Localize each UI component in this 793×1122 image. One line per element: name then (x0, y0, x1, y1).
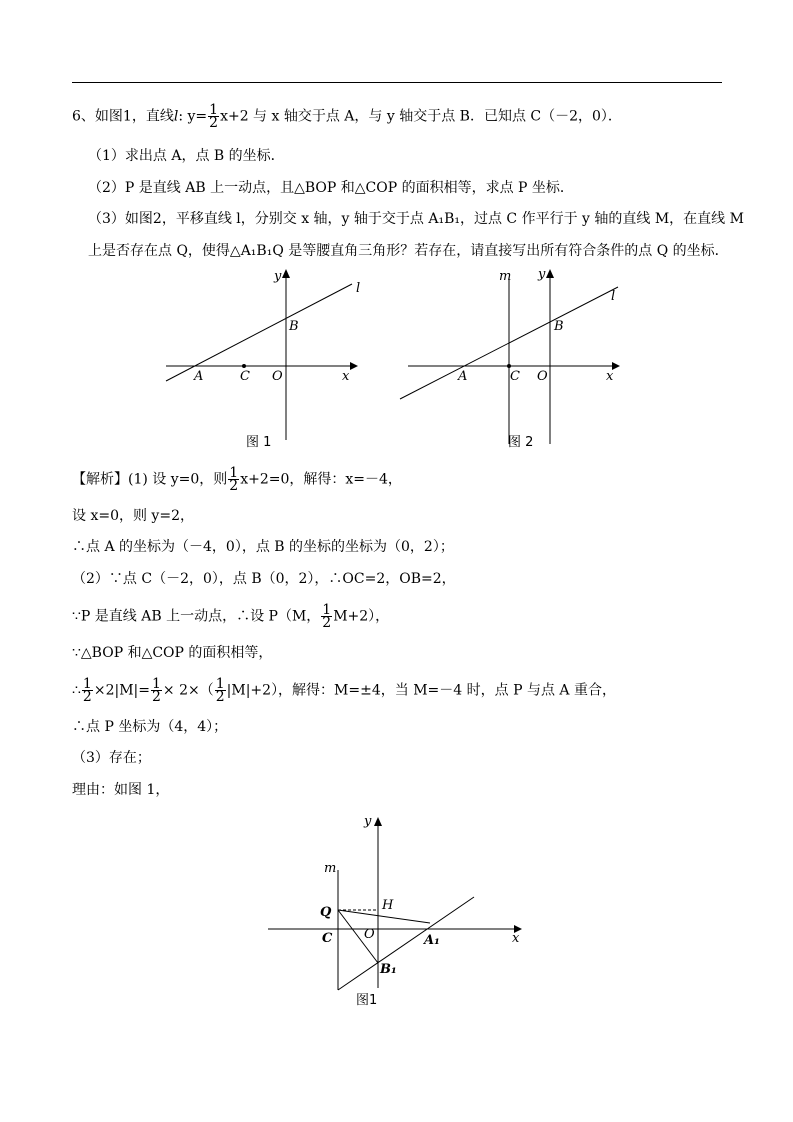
solution-7-part-d: |M|+2），解得：M=±4，当 M=－4 时，点 P 与点 A 重合， (226, 682, 616, 699)
label-y: y (364, 814, 372, 829)
label-o: O (364, 927, 375, 942)
label-m: m (499, 269, 512, 284)
solution-7-part-a: ∴ (72, 682, 81, 699)
figure-1-caption: 图 1 (246, 435, 272, 450)
solution-line-8: ∴点 P 坐标为（4，4）； (72, 719, 228, 735)
question-3-line-2: 上是否存在点 Q，使得△A₁B₁Q 是等腰直角三角形？若存在，请直接写出所有符合条件的点 Q 的坐标． (88, 243, 729, 259)
fraction-denominator: 2 (82, 689, 92, 705)
label-c: C (510, 369, 520, 384)
point-c-dot (507, 364, 511, 368)
problem-statement (72, 104, 622, 129)
y-axis-arrow (546, 269, 554, 278)
solution-1-part-b: x+2=0，解得：x=－4， (240, 471, 402, 488)
question-1: （1）求出点 A，点 B 的坐标． (88, 148, 285, 164)
solution-line-2: 设 x=0，则 y=2， (72, 508, 194, 524)
fraction-denominator: 2 (229, 478, 239, 494)
label-l: l (611, 289, 616, 304)
statement-part-b: : y= (178, 108, 208, 125)
solution-line-3: ∴点 A 的坐标为（－4，0），点 B 的坐标的坐标为（0，2）； (72, 539, 454, 555)
figure-2 (396, 264, 622, 454)
solution-7-part-c: × 2×（ (162, 682, 214, 699)
label-o: O (537, 369, 548, 384)
fraction-numerator: 1 (151, 676, 161, 692)
solution-line-10: 理由：如图 1， (72, 782, 170, 798)
label-x: x (512, 931, 520, 946)
label-a: A (194, 369, 204, 384)
solution-line-9: （3）存在； (72, 750, 151, 766)
solution-1-part-a: 【解析】(1) 设 y=0，则 (72, 471, 228, 488)
solution-5-part-a: ∵P 是直线 AB 上一动点，∴设 P（M， (72, 608, 321, 625)
label-o: O (272, 369, 283, 384)
label-q: Q (320, 905, 332, 920)
fraction (228, 467, 239, 492)
label-m: m (324, 861, 337, 876)
label-b: B (289, 319, 299, 334)
label-b: B (554, 319, 564, 334)
fraction-numerator: 1 (229, 465, 239, 481)
question-2: （2）P 是直线 AB 上一动点，且△BOP 和△COP 的面积相等，求点 P 坐标． (88, 180, 574, 196)
label-c: C (240, 369, 250, 384)
fraction-denominator: 2 (322, 615, 332, 631)
header-rule (72, 82, 722, 83)
label-l: l (356, 281, 360, 296)
solution-line-6: ∵△BOP 和△COP 的面积相等， (72, 645, 273, 661)
fraction-denominator: 2 (209, 115, 219, 131)
y-axis-arrow (282, 269, 290, 278)
solution-line-4: （2）∵点 C（－2，0），点 B（0，2），∴OC=2，OB=2， (72, 571, 456, 587)
solution-7-part-b: ×2|M|= (93, 682, 150, 699)
line-a1b1 (338, 897, 474, 990)
fraction (208, 104, 219, 129)
statement-part-a: 如图1，直线 (94, 108, 174, 125)
label-a1: A₁ (424, 933, 440, 948)
label-x: x (606, 369, 614, 384)
solution-line-1 (72, 467, 402, 492)
statement-part-c: x+2 与 x 轴交于点 A，与 y 轴交于点 B．已知点 C（－2，0）． (220, 108, 622, 125)
fraction-numerator: 1 (82, 676, 92, 692)
problem-number: 6、 (72, 108, 95, 125)
figure-2-caption: 图 2 (508, 435, 534, 450)
figure-1 (160, 264, 360, 454)
fraction-numerator: 1 (209, 102, 219, 118)
line-name: l (173, 108, 179, 125)
figure-3 (262, 810, 532, 1010)
fraction-numerator: 1 (322, 602, 332, 618)
label-y: y (538, 267, 546, 282)
figure-3-caption: 图1 (356, 993, 378, 1008)
solution-line-7 (72, 678, 616, 703)
label-y: y (274, 269, 282, 284)
y-axis-arrow (374, 817, 382, 826)
label-h: H (382, 898, 394, 913)
x-axis-arrow (350, 362, 358, 370)
fraction-denominator: 2 (215, 689, 225, 705)
solution-5-part-b: M+2）， (333, 608, 390, 625)
question-3-line-1: （3）如图2，平移直线 l，分别交 x 轴，y 轴于交于点 A₁B₁，过点 C 作平行于 y 轴的直线 M，在直线 M (88, 211, 744, 227)
solution-line-5 (72, 604, 389, 629)
label-b1: B₁ (380, 962, 397, 977)
fraction (321, 604, 332, 629)
fraction-numerator: 1 (215, 676, 225, 692)
label-a: A (458, 369, 468, 384)
fraction (82, 678, 93, 703)
fraction (151, 678, 162, 703)
fraction-denominator: 2 (151, 689, 161, 705)
label-c: C (322, 931, 333, 946)
fraction (215, 678, 226, 703)
point-c-dot (242, 364, 246, 368)
label-x: x (342, 369, 350, 384)
